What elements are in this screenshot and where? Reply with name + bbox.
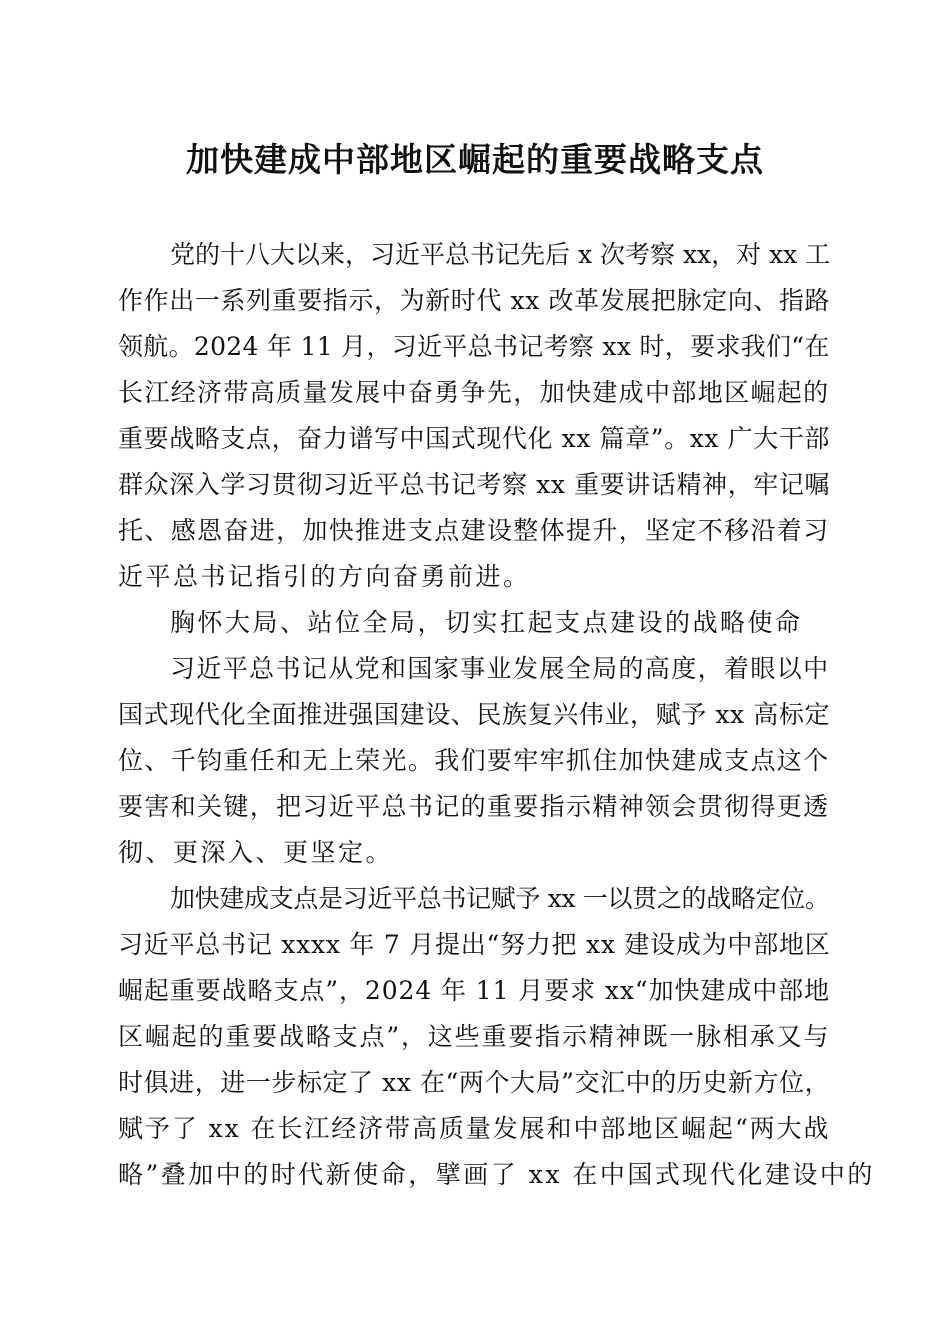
text-line: 作作出一系列重要指示，为新时代 xx 改革发展把脉定向、指路 bbox=[118, 286, 831, 315]
text-line: 国式现代化全面推进强国建设、民族复兴伟业，赋予 xx 高标定 bbox=[118, 700, 831, 729]
document-body bbox=[118, 232, 875, 1198]
text-line: 胸怀大局、站位全局，切实扛起支点建设的战略使命 bbox=[170, 608, 803, 637]
text-line: 位、千钧重任和无上荣光。我们要牢牢抓住加快建成支点这个 bbox=[118, 746, 830, 775]
paragraph bbox=[118, 876, 875, 1198]
document-title: 加快建成中部地区崛起的重要战略支点 bbox=[186, 140, 764, 179]
text-line: 区崛起的重要战略支点”，这些重要指示精神既一脉相承又与 bbox=[118, 1022, 831, 1051]
text-line: 彻、更深入、更坚定。 bbox=[118, 838, 394, 867]
text-line: 群众深入学习贯彻习近平总书记考察 xx 重要讲话精神，牢记嘱 bbox=[118, 470, 831, 499]
text-line: 重要战略支点，奋力谱写中国式现代化 xx 篇章”。xx 广大干部 bbox=[118, 424, 831, 453]
text-line: 加快建成支点是习近平总书记赋予 xx 一以贯之的战略定位。 bbox=[170, 884, 830, 913]
text-line: 托、感恩奋进，加快推进支点建设整体提升，坚定不移沿着习 bbox=[118, 516, 830, 545]
text-line: 略”叠加中的时代新使命，擘画了 xx 在中国式现代化建设中的 bbox=[118, 1160, 875, 1189]
text-line: 崛起重要战略支点”，2024 年 11 月要求 xx“加快建成中部地 bbox=[118, 976, 830, 1005]
text-line: 要害和关键，把习近平总书记的重要指示精神领会贯彻得更透 bbox=[118, 792, 830, 821]
text-line: 党的十八大以来，习近平总书记先后 x 次考察 xx，对 xx 工 bbox=[170, 240, 831, 269]
text-line: 长江经济带高质量发展中奋勇争先，加快建成中部地区崛起的 bbox=[118, 378, 830, 407]
paragraph bbox=[118, 232, 838, 600]
text-line: 习近平总书记从党和国家事业发展全局的高度，着眼以中 bbox=[170, 654, 830, 683]
text-line: 时俱进，进一步标定了 xx 在“两个大局”交汇中的历史新方位， bbox=[118, 1068, 831, 1097]
paragraph bbox=[118, 646, 838, 876]
text-line: 习近平总书记 xxxx 年 7 月提出“努力把 xx 建设成为中部地区 bbox=[118, 930, 831, 959]
text-line: 近平总书记指引的方向奋勇前进。 bbox=[118, 562, 531, 591]
text-line: 领航。2024 年 11 月，习近平总书记考察 xx 时，要求我们“在 bbox=[118, 332, 830, 361]
section-heading bbox=[118, 600, 838, 646]
text-line: 赋予了 xx 在长江经济带高质量发展和中部地区崛起“两大战 bbox=[118, 1114, 831, 1143]
